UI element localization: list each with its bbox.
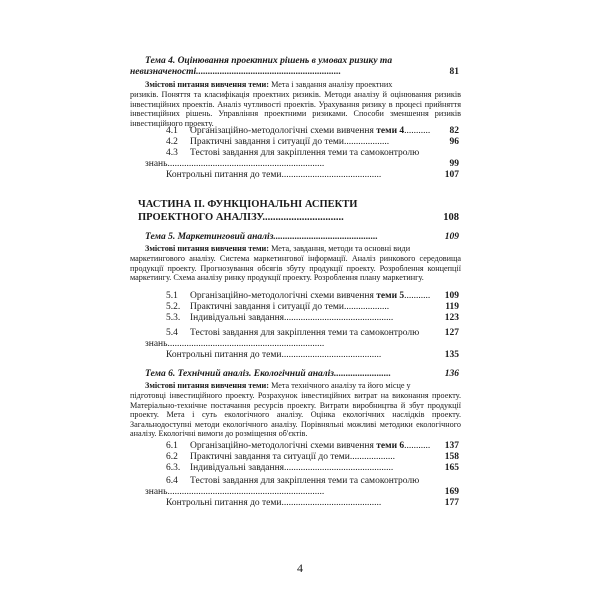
topic6-content-line1: Мета технічного аналізу та його місце у <box>271 381 411 390</box>
topic6-control <box>166 498 459 509</box>
item-page: 119 <box>445 302 459 312</box>
item-text: Індивідуальні завдання <box>190 313 285 323</box>
topic4-item-4-3 <box>166 148 459 159</box>
item-dots: ................... <box>349 452 395 462</box>
item-text: знань <box>145 339 168 349</box>
topic6-item-6-2 <box>166 452 459 463</box>
item-dots: .................................................................. <box>167 159 325 169</box>
topic5-dots: ........................................... <box>275 232 378 242</box>
part2-page: 108 <box>443 212 459 223</box>
item-dots: .............................................. <box>284 463 394 473</box>
control-dots: .......................................... <box>281 350 382 360</box>
item-bold: теми 4 <box>376 126 405 136</box>
control-page: 135 <box>444 350 459 360</box>
topic6-content-label: Змістові питання вивчення теми: <box>145 381 270 390</box>
topic4-page: 81 <box>449 67 459 77</box>
topic4-content-label: Змістові питання вивчення теми: <box>145 80 270 89</box>
item-dots: .................................................................. <box>167 487 325 497</box>
item-dots: ................... <box>343 137 390 147</box>
item-number: 4.2 <box>166 137 178 147</box>
topic4-content-first <box>145 80 461 90</box>
topic4-title-line2: невизначеності <box>130 67 197 77</box>
item-number: 4.1 <box>166 126 178 136</box>
item-page: 82 <box>449 126 459 136</box>
item-bold: теми 5 <box>376 291 405 301</box>
item-text: Організаційно-методологічні схеми вивчення <box>190 441 377 451</box>
control-text: Контрольні питання до теми <box>166 498 282 508</box>
item-number: 5.2. <box>166 302 181 312</box>
item-page: 123 <box>444 313 459 323</box>
topic4-item-4-3-cont <box>145 159 459 170</box>
item-dots: .................................................................. <box>167 339 325 349</box>
topic6-title-row <box>145 369 459 380</box>
item-dots: ................... <box>343 302 390 312</box>
topic5-content-first <box>145 244 461 254</box>
item-text: Практичні завдання і ситуації до теми <box>190 302 344 312</box>
topic5-item-5-4-cont <box>145 339 459 350</box>
item-text: Організаційно-методологічні схеми вивчення <box>190 126 377 136</box>
control-page: 107 <box>444 170 459 180</box>
topic4-item-4-1 <box>166 126 459 137</box>
item-number: 6.2 <box>166 452 178 462</box>
topic5-content-rest: маркетингового аналізу. Система маркетингової інформації. Аналіз ринкового середовища продукції проекту. Прогнозування обсягів збуту продукції проекту. Розроблення концепції маркетингу. Схема аналізу ринку продукції проекту. Розроблення плану маркетингу. <box>130 254 461 283</box>
item-number: 5.4 <box>166 328 178 338</box>
item-page: 96 <box>449 137 459 147</box>
item-text: Тестові завдання для закріплення теми та самоконтролю <box>190 328 420 338</box>
item-dots: ........... <box>404 291 431 301</box>
topic6-item-6-1 <box>166 441 459 452</box>
item-dots: ........... <box>404 441 431 451</box>
item-number: 5.1 <box>166 291 178 301</box>
topic5-item-5-2 <box>166 302 459 313</box>
topic6-content-rest: підготовці інвестиційного проекту. Розрахунок інвестиційних витрат на виконання проекту. Матеріально-технічне постачання ресурсів проекту. Витрати виробництва й збут продукції проекту. Мета і суть екологічного аналізу. Оцінка екологічних наслідків проекту. Загальнодоступні методи екологічного аналізу. Порівняльні можливі методики екологічного аналізу. Екологічні вимоги до розміщення об'єктів. <box>130 391 461 439</box>
part2-title-line1 <box>138 198 434 211</box>
item-page: 169 <box>444 487 459 497</box>
topic4-title-row <box>130 67 459 78</box>
topic6-content-first <box>145 381 461 391</box>
page-number: 4 <box>297 561 303 575</box>
item-bold: теми 6 <box>376 441 405 451</box>
topic5-title: Тема 5. Маркетинговий аналіз. <box>145 232 276 242</box>
topic6-title: Тема 6. Технічний аналіз. Екологічний аналіз. <box>145 369 337 379</box>
part2-line2: ПРОЕКТНОГО АНАЛІЗУ <box>138 212 263 223</box>
topic4-control <box>166 170 459 181</box>
topic5-content-label: Змістові питання вивчення теми: <box>145 244 270 253</box>
topic6-page: 136 <box>444 369 459 379</box>
topic5-item-5-3 <box>166 313 459 324</box>
control-dots: .......................................... <box>281 498 382 508</box>
part2-dots: ............................... <box>262 212 344 223</box>
topic5-title-row <box>145 232 459 243</box>
item-number: 5.3. <box>166 313 181 323</box>
topic6-dots: ....................... <box>336 369 392 379</box>
topic4-title-dots: ............................................................. <box>196 67 341 77</box>
item-text: Тестові завдання для закріплення теми та самоконтролю <box>190 476 420 486</box>
topic6-item-6-4-cont <box>145 487 459 498</box>
topic4-content-rest: ризиків. Поняття та класифікація проектних ризиків. Методи аналізу й оцінювання ризиків інвестиційних проектів. Аналіз чутливості проектів. Урахування ризику в процесі прийняття інвестиційних рішень. Управління проектними ризиками. Способи зменшення ризиків інвестиційного проекту. <box>130 90 461 128</box>
topic5-control <box>166 350 459 361</box>
control-page: 177 <box>444 498 459 508</box>
item-number: 4.3 <box>166 148 178 158</box>
item-number: 6.1 <box>166 441 178 451</box>
part2-title-row <box>138 212 459 223</box>
item-page: 165 <box>444 463 459 473</box>
item-number: 6.3. <box>166 463 181 473</box>
topic4-content-line1: Мета і завдання аналізу проектних <box>271 80 393 89</box>
item-text: знань <box>145 487 168 497</box>
item-page: 137 <box>444 441 459 451</box>
item-text: Практичні завдання та ситуації до теми <box>190 452 350 462</box>
topic5-content-line1: Мета, завдання, методи та основні види <box>271 244 411 253</box>
topic5-item-5-4 <box>166 328 459 339</box>
item-page: 99 <box>449 159 459 169</box>
item-text: знань <box>145 159 168 169</box>
part2-line1: ЧАСТИНА ІІ. ФУНКЦІОНАЛЬНІ АСПЕКТИ <box>138 199 358 210</box>
control-dots: .......................................... <box>281 170 382 180</box>
item-number: 6.4 <box>166 476 178 486</box>
control-text: Контрольні питання до теми <box>166 170 282 180</box>
item-text: Практичні завдання і ситуації до теми <box>190 137 344 147</box>
topic4-title-line1: Тема 4. Оцінювання проектних рішень в умовах ризику та <box>145 56 393 66</box>
topic4-item-4-2 <box>166 137 459 148</box>
item-page: 109 <box>444 291 459 301</box>
item-text: Індивідуальні завдання <box>190 463 285 473</box>
topic5-item-5-1 <box>166 291 459 302</box>
item-text: Організаційно-методологічні схеми вивчення <box>190 291 377 301</box>
item-dots: .............................................. <box>284 313 394 323</box>
item-page: 158 <box>444 452 459 462</box>
item-page: 127 <box>444 328 459 338</box>
topic6-item-6-3 <box>166 463 459 474</box>
topic6-item-6-4 <box>166 476 459 487</box>
topic5-page: 109 <box>444 232 459 242</box>
item-dots: ........... <box>404 126 431 136</box>
item-text: Тестові завдання для закріплення теми та самоконтролю <box>190 148 420 158</box>
control-text: Контрольні питання до теми <box>166 350 282 360</box>
